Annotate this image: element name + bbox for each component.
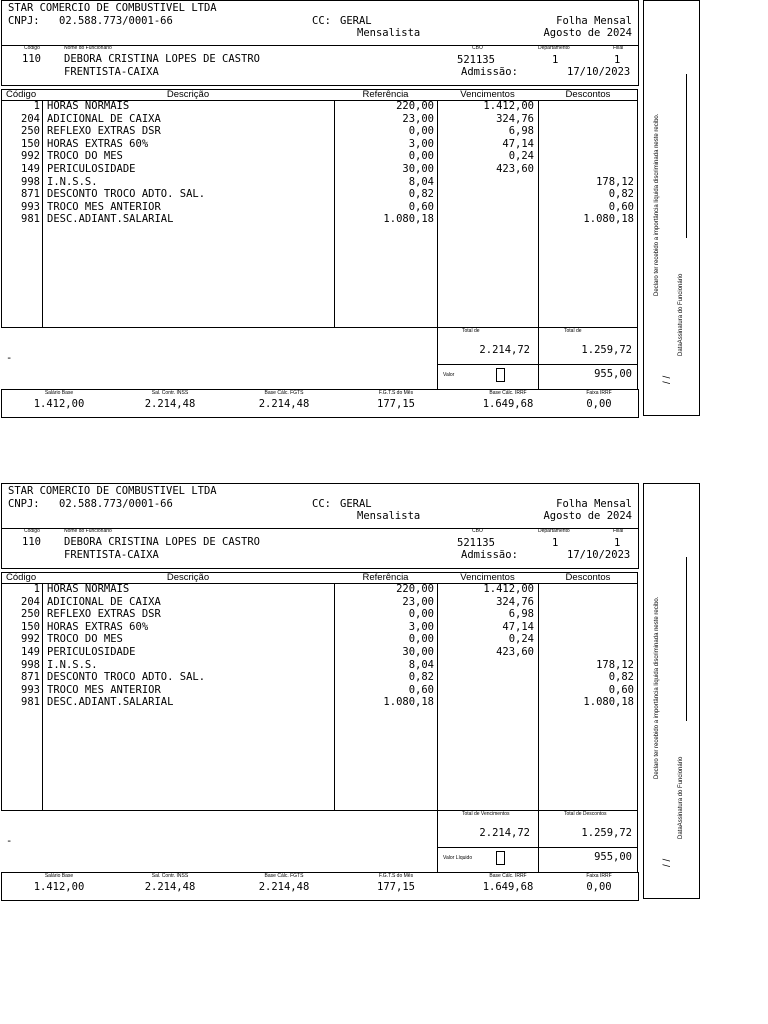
employee-dept: 1 — [552, 54, 559, 66]
category: Mensalista — [357, 510, 421, 522]
row-description: REFLEXO EXTRAS DSR — [47, 125, 161, 138]
row-reference: 0,82 — [408, 671, 434, 684]
date-mark: / / — [662, 858, 673, 867]
row-earnings — [439, 201, 534, 214]
row-description: DESCONTO TROCO ADTO. SAL. — [47, 671, 206, 684]
row-deductions: 0,60 — [608, 200, 634, 213]
row-code: 150 — [21, 137, 40, 150]
footer-label: Base Cálc. IRRF — [489, 873, 527, 879]
row-code: 992 — [21, 633, 40, 646]
row-code: 998 — [21, 175, 40, 188]
cnpj-label: CNPJ: — [8, 498, 40, 510]
row-earnings — [439, 684, 534, 697]
footer-label: Base Cálc. IRRF — [489, 390, 527, 396]
row-earnings: 6,98 — [508, 125, 534, 138]
footer-value: 0,00 — [586, 881, 612, 893]
signature-label: DataAssinatura do Funcionário — [678, 756, 684, 839]
row-deductions — [540, 633, 634, 646]
admission-label: Admissão: — [461, 66, 518, 78]
row-description: DESC.ADIANT.SALARIAL — [47, 213, 174, 226]
row-description: DESCONTO TROCO ADTO. SAL. — [47, 188, 206, 201]
row-code: 250 — [21, 608, 40, 621]
row-deductions — [540, 583, 634, 596]
employee-role: FRENTISTA-CAIXA — [64, 66, 159, 78]
col-header-deductions: Descontos — [565, 572, 611, 583]
footer-value: 2.214,48 — [258, 881, 310, 893]
footer-value: 177,15 — [377, 881, 415, 893]
receipt-box — [643, 0, 700, 416]
col-header-code: Código — [6, 572, 37, 583]
dash-mark: - — [6, 352, 13, 364]
row-earnings: 1.412,00 — [483, 583, 534, 595]
doc-type: Folha Mensal — [556, 15, 632, 27]
payslip-2 — [0, 483, 768, 903]
employee-code-label: Código — [24, 45, 40, 51]
row-earnings: 1.412,00 — [483, 100, 534, 112]
employee-code: 110 — [22, 53, 41, 65]
row-description: I.N.S.S. — [47, 658, 98, 671]
employee-branch: 1 — [614, 54, 621, 66]
row-earnings: 6,98 — [508, 608, 534, 621]
row-code: 1 — [33, 100, 40, 112]
row-deductions: 0,82 — [608, 671, 634, 684]
col-header-description: Descrição — [166, 89, 210, 100]
row-reference: 0,60 — [408, 683, 434, 696]
signature-label: DataAssinatura do Funcionário — [678, 273, 684, 356]
footer-label: Sal. Contr. INSS — [151, 873, 189, 879]
row-description: HORAS EXTRAS 60% — [47, 620, 149, 633]
row-deductions — [540, 596, 634, 609]
row-deductions — [540, 646, 634, 659]
footer-value: 1.649,68 — [482, 398, 534, 410]
net-pay-checkbox[interactable] — [496, 851, 505, 865]
row-reference: 30,00 — [402, 646, 434, 658]
row-earnings: 0,24 — [508, 633, 534, 646]
row-description: ADICIONAL DE CAIXA — [47, 112, 161, 125]
row-deductions: 1.080,18 — [583, 213, 634, 226]
col-header-code: Código — [6, 89, 37, 100]
row-reference: 8,04 — [408, 175, 434, 188]
col-header-description: Descrição — [166, 572, 210, 583]
row-deductions: 0,60 — [608, 683, 634, 696]
row-reference: 8,04 — [408, 658, 434, 671]
admission-date: 17/10/2023 — [567, 66, 631, 78]
row-earnings: 423,60 — [496, 163, 534, 175]
row-deductions — [540, 125, 634, 138]
row-earnings — [439, 659, 534, 672]
total-earnings-label: Total de Vencimentos — [462, 811, 510, 817]
row-code: 993 — [21, 683, 40, 696]
total-deductions-label: Total de — [564, 328, 582, 334]
receipt-box — [643, 483, 700, 899]
footer-label: Base Cálc. FGTS — [264, 390, 304, 396]
row-code: 992 — [21, 150, 40, 163]
cc-value: GERAL — [340, 15, 372, 27]
dept-label: Departamento — [538, 528, 570, 534]
row-code: 981 — [21, 696, 40, 709]
row-description: PERICULOSIDADE — [47, 646, 136, 658]
row-code: 981 — [21, 213, 40, 226]
dash-mark: - — [6, 835, 13, 847]
row-reference: 0,60 — [408, 200, 434, 213]
row-code: 998 — [21, 658, 40, 671]
total-deductions-value: 1.259,72 — [581, 344, 632, 356]
employee-dept: 1 — [552, 537, 559, 549]
total-deductions-value: 1.259,72 — [581, 827, 632, 839]
row-deductions — [540, 608, 634, 621]
row-earnings: 47,14 — [502, 620, 534, 633]
row-earnings — [439, 671, 534, 684]
payslip-1 — [0, 0, 768, 420]
row-code: 149 — [21, 163, 40, 175]
row-description: TROCO MES ANTERIOR — [47, 683, 161, 696]
row-description: PERICULOSIDADE — [47, 163, 136, 175]
cbo-label: CBO — [472, 528, 483, 534]
row-code: 149 — [21, 646, 40, 658]
cbo-label: CBO — [472, 45, 483, 51]
employee-name: DEBORA CRISTINA LOPES DE CASTRO — [64, 53, 260, 65]
row-earnings — [439, 176, 534, 189]
col-header-deductions: Descontos — [565, 89, 611, 100]
footer-label: Salário Base — [44, 390, 74, 396]
cnpj-value: 02.588.773/0001-66 — [59, 498, 173, 510]
row-description: HORAS NORMAIS — [47, 583, 130, 595]
footer-label: Faixa IRRF — [586, 390, 612, 396]
branch-label: Filial — [613, 45, 624, 51]
row-description: I.N.S.S. — [47, 175, 98, 188]
employee-branch: 1 — [614, 537, 621, 549]
row-reference: 23,00 — [402, 112, 434, 125]
total-earnings-value: 2.214,72 — [479, 344, 530, 356]
row-description: DESC.ADIANT.SALARIAL — [47, 696, 174, 709]
period: Agosto de 2024 — [543, 510, 632, 522]
employee-name-label: Nome do Funcionário — [64, 45, 112, 51]
row-code: 204 — [21, 112, 40, 125]
col-header-earnings: Vencimentos — [460, 572, 515, 583]
footer-value: 1.412,00 — [33, 398, 85, 410]
employee-cbo: 521135 — [457, 54, 495, 66]
footer-value: 2.214,48 — [144, 881, 196, 893]
footer-value: 1.649,68 — [482, 881, 534, 893]
row-deductions: 0,82 — [608, 188, 634, 201]
row-earnings — [439, 696, 534, 709]
admission-date: 17/10/2023 — [567, 549, 631, 561]
row-code: 993 — [21, 200, 40, 213]
col-header-reference: Referência — [362, 572, 409, 583]
row-code: 871 — [21, 188, 40, 201]
cc-value: GERAL — [340, 498, 372, 510]
row-deductions — [540, 621, 634, 634]
dept-label: Departamento — [538, 45, 570, 51]
net-pay-value: 955,00 — [594, 368, 632, 380]
footer-label: Sal. Contr. INSS — [151, 390, 189, 396]
period: Agosto de 2024 — [543, 27, 632, 39]
row-code: 150 — [21, 620, 40, 633]
row-deductions — [540, 163, 634, 176]
net-pay-checkbox[interactable] — [496, 368, 505, 382]
row-earnings: 324,76 — [496, 595, 534, 608]
footer-value: 2.214,48 — [144, 398, 196, 410]
row-earnings: 0,24 — [508, 150, 534, 163]
footer-value: 2.214,48 — [258, 398, 310, 410]
employee-role: FRENTISTA-CAIXA — [64, 549, 159, 561]
employee-code-label: Código — [24, 528, 40, 534]
row-reference: 0,00 — [408, 150, 434, 163]
total-earnings-value: 2.214,72 — [479, 827, 530, 839]
row-description: REFLEXO EXTRAS DSR — [47, 608, 161, 621]
row-description: TROCO DO MES — [47, 633, 123, 646]
row-reference: 23,00 — [402, 595, 434, 608]
row-reference: 0,00 — [408, 608, 434, 621]
signature-line — [686, 557, 687, 721]
row-earnings: 47,14 — [502, 137, 534, 150]
company-name: STAR COMERCIO DE COMBUSTIVEL LTDA — [8, 2, 217, 14]
net-pay-label: Valor — [443, 372, 455, 378]
row-deductions — [540, 113, 634, 126]
employee-code: 110 — [22, 536, 41, 548]
total-earnings-label: Total de — [462, 328, 480, 334]
row-earnings: 324,76 — [496, 112, 534, 125]
admission-label: Admissão: — [461, 549, 518, 561]
cnpj-value: 02.588.773/0001-66 — [59, 15, 173, 27]
cc-label: CC: — [312, 15, 331, 27]
footer-value: 1.412,00 — [33, 881, 85, 893]
footer-value: 0,00 — [586, 398, 612, 410]
total-deductions-label: Total de Descontos — [564, 811, 607, 817]
footer-label: Salário Base — [44, 873, 74, 879]
row-deductions: 178,12 — [596, 658, 634, 671]
footer-value: 177,15 — [377, 398, 415, 410]
row-deductions — [540, 138, 634, 151]
row-reference: 0,00 — [408, 633, 434, 646]
employee-name-label: Nome do Funcionário — [64, 528, 112, 534]
row-code: 1 — [33, 583, 40, 595]
category: Mensalista — [357, 27, 421, 39]
net-pay-value: 955,00 — [594, 851, 632, 863]
doc-type: Folha Mensal — [556, 498, 632, 510]
row-deductions — [540, 100, 634, 113]
row-reference: 220,00 — [396, 583, 434, 595]
row-deductions: 1.080,18 — [583, 696, 634, 709]
row-code: 871 — [21, 671, 40, 684]
cnpj-label: CNPJ: — [8, 15, 40, 27]
row-description: HORAS EXTRAS 60% — [47, 137, 149, 150]
row-earnings — [439, 213, 534, 226]
company-name: STAR COMERCIO DE COMBUSTIVEL LTDA — [8, 485, 217, 497]
row-reference: 30,00 — [402, 163, 434, 175]
row-deductions: 178,12 — [596, 175, 634, 188]
row-description: TROCO MES ANTERIOR — [47, 200, 161, 213]
row-reference: 0,00 — [408, 125, 434, 138]
row-earnings — [439, 188, 534, 201]
net-pay-label: Valor Líquido — [443, 855, 473, 861]
cc-label: CC: — [312, 498, 331, 510]
row-reference: 1.080,18 — [383, 696, 434, 709]
row-reference: 3,00 — [408, 620, 434, 633]
row-reference: 1.080,18 — [383, 213, 434, 226]
row-code: 204 — [21, 595, 40, 608]
row-reference: 0,82 — [408, 188, 434, 201]
employee-cbo: 521135 — [457, 537, 495, 549]
footer-label: F.G.T.S do Mês — [378, 390, 414, 396]
row-description: HORAS NORMAIS — [47, 100, 130, 112]
footer-label: Faixa IRRF — [586, 873, 612, 879]
col-header-earnings: Vencimentos — [460, 89, 515, 100]
footer-label: Base Cálc. FGTS — [264, 873, 304, 879]
row-description: TROCO DO MES — [47, 150, 123, 163]
signature-line — [686, 74, 687, 238]
row-description: ADICIONAL DE CAIXA — [47, 595, 161, 608]
col-header-reference: Referência — [362, 89, 409, 100]
receipt-declaration: Declaro ter recebido a importância líquida discriminada neste recibo. — [654, 113, 660, 296]
branch-label: Filial — [613, 528, 624, 534]
receipt-declaration: Declaro ter recebido a importância líquida discriminada neste recibo. — [654, 596, 660, 779]
row-code: 250 — [21, 125, 40, 138]
row-earnings: 423,60 — [496, 646, 534, 658]
date-mark: / / — [662, 375, 673, 384]
row-reference: 220,00 — [396, 100, 434, 112]
row-reference: 3,00 — [408, 137, 434, 150]
footer-label: F.G.T.S do Mês — [378, 873, 414, 879]
employee-name: DEBORA CRISTINA LOPES DE CASTRO — [64, 536, 260, 548]
row-deductions — [540, 150, 634, 163]
